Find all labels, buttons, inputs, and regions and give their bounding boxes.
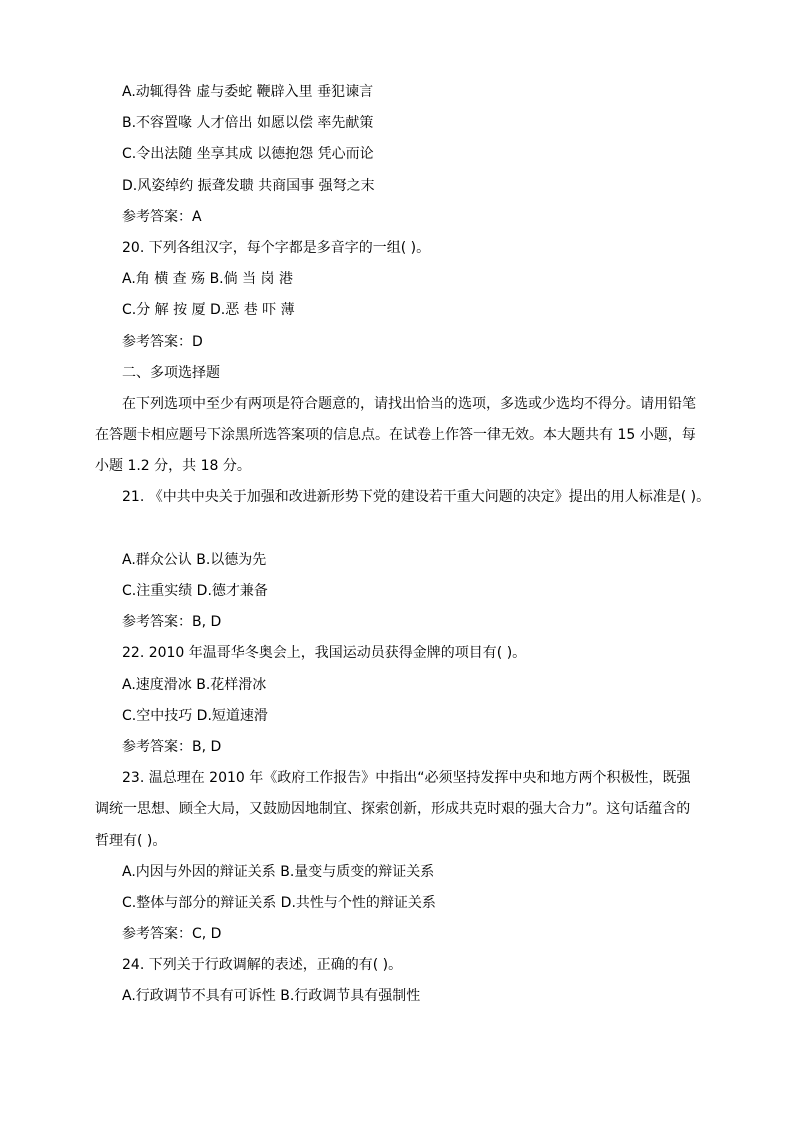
text-line: 参考答案：B, D (122, 738, 222, 755)
text-line: 参考答案：A (122, 208, 202, 225)
text-line: C.空中技巧 D.短道速滑 (122, 707, 268, 724)
blank-line (95, 514, 715, 545)
text-line: 22. 2010 年温哥华冬奥会上，我国运动员获得金牌的项目有( )。 (122, 645, 527, 662)
text-line: 23. 温总理在 2010 年《政府工作报告》中指出“必须坚持发挥中央和地方两个积极性，既强 (122, 770, 691, 787)
text-line: A.动辄得咎 虚与委蛇 鞭辟入里 垂犯谏言 (122, 84, 374, 100)
text-line: A.角 横 查 殇 B.倘 当 岗 港 (122, 271, 293, 288)
text-line: C.注重实绩 D.德才兼备 (122, 583, 268, 599)
document-page (95, 77, 715, 1013)
text-line: A.行政调节不具有可诉性 B.行政调节具有强制性 (122, 988, 421, 1005)
text-line: 参考答案：B, D (122, 614, 222, 631)
text-line: 参考答案：D (122, 333, 203, 350)
text-line: D.风姿绰约 振聋发聩 共商国事 强弩之末 (122, 177, 375, 194)
text-line: A.群众公认 B.以德为先 (122, 551, 267, 568)
text-line: 小题 1.2 分，共 18 分。 (95, 458, 251, 475)
text-line: 20. 下列各组汉字，每个字都是多音字的一组( )。 (122, 239, 431, 256)
text-line: C.分 解 按 厦 D.恶 巷 吓 薄 (122, 302, 295, 319)
text-line: A.速度滑冰 B.花样滑冰 (122, 676, 267, 693)
text-line: 哲理有( )。 (95, 832, 167, 849)
text-line: 二、多项选择题 (122, 364, 220, 381)
text-line: 在答题卡相应题号下涂黑所选答案项的信息点。在试卷上作答一律无效。本大题共有 15 小题，每 (95, 427, 696, 444)
text-line: 调统一思想、顾全大局，又鼓励因地制宜、探索创新，形成共克时艰的强大合力”。这句话蕴含的 (95, 801, 691, 818)
text-line: 在下列选项中至少有两项是符合题意的，请找出恰当的选项，多选或少选均不得分。请用铅笔 (122, 395, 696, 412)
text-line: B.不容置喙 人才倍出 如愿以偿 率先献策 (122, 115, 374, 132)
text-line: C.令出法随 坐享其成 以德抱怨 凭心而论 (122, 146, 374, 163)
text-line: A.内因与外因的辩证关系 B.量变与质变的辩证关系 (122, 863, 435, 880)
text-line: C.整体与部分的辩证关系 D.共性与个性的辩证关系 (122, 894, 436, 911)
text-line: 参考答案：C, D (122, 926, 222, 943)
text-line: 21. 《中共中央关于加强和改进新形势下党的建设若干重大问题的决定》提出的用人标准是( )。 (122, 489, 711, 506)
text-line: 24. 下列关于行政调解的表述，正确的有( )。 (122, 957, 403, 974)
